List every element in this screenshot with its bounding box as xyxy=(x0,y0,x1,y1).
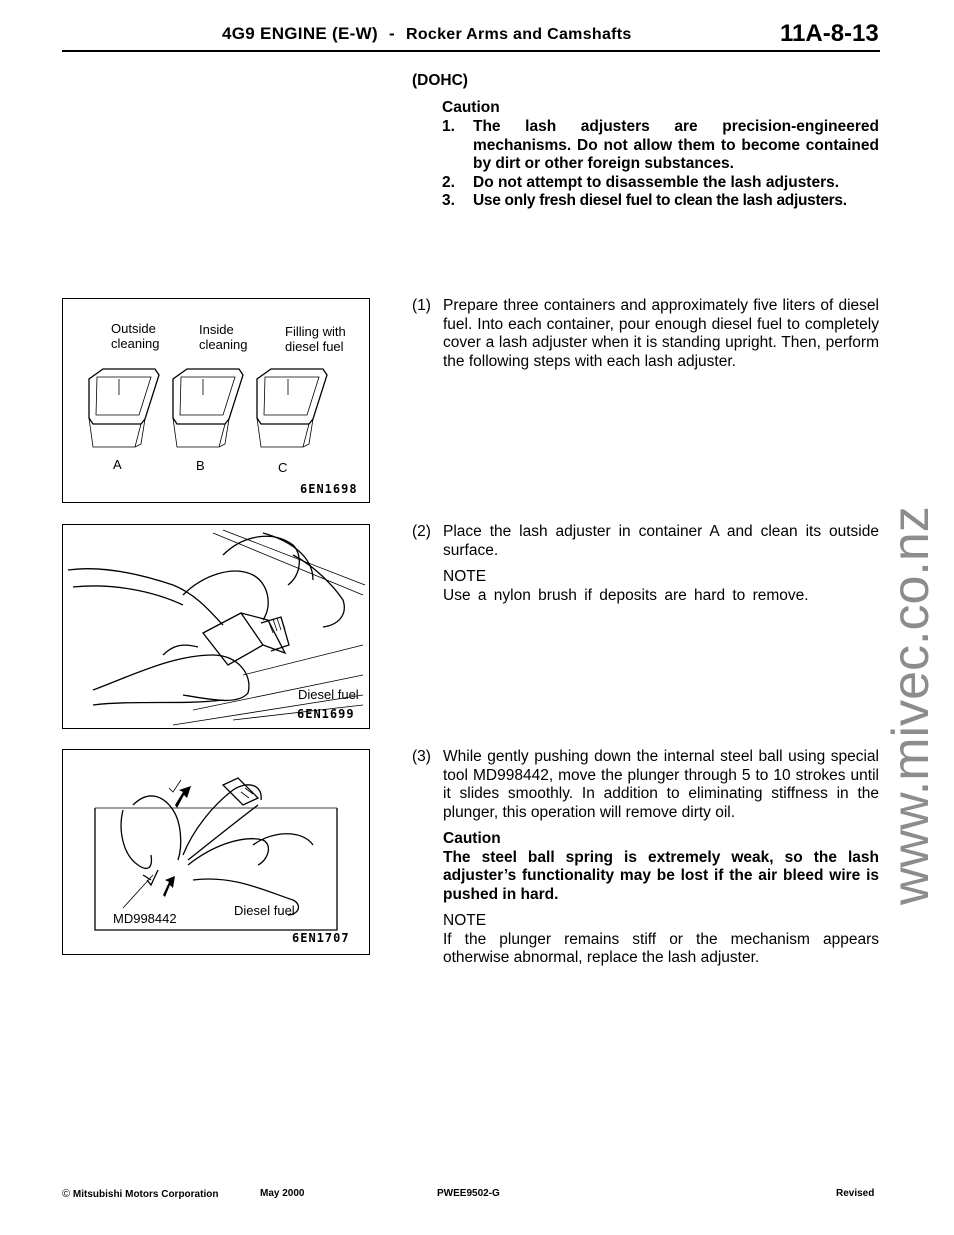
footer-copyright xyxy=(62,1188,218,1200)
container-label-a: A xyxy=(113,457,122,472)
watermark-text: www.mivec.co.nz xyxy=(882,506,940,905)
container-label-b: B xyxy=(196,458,205,473)
watermark xyxy=(880,480,946,910)
label-outside-cleaning: Outside cleaning xyxy=(111,321,160,351)
label-diesel-fuel: Diesel fuel xyxy=(234,903,295,918)
caution-list xyxy=(442,118,879,211)
caution-title: Caution xyxy=(442,99,500,116)
container-c xyxy=(257,369,327,447)
figure-code: 6EN1699 xyxy=(297,707,355,721)
note-text: Use a nylon brush if deposits are hard to remove. xyxy=(443,586,809,604)
step-2 xyxy=(412,523,879,605)
container-label-c: C xyxy=(278,460,288,475)
caution-item-number: 3. xyxy=(442,192,455,209)
label-filling-diesel: Filling with diesel fuel xyxy=(285,324,346,354)
label-diesel-fuel: Diesel fuel xyxy=(298,687,359,702)
figure-containers xyxy=(62,298,370,503)
footer-date: May 2000 xyxy=(260,1188,305,1199)
footer-company: Mitsubishi Motors Corporation xyxy=(72,1189,219,1200)
note-text: If the plunger remains stiff or the mechanism appears otherwise abnormal, replace the lash adjuster. xyxy=(443,930,879,966)
figure-code: 6EN1698 xyxy=(300,482,358,496)
footer-status: Revised xyxy=(836,1188,875,1199)
footer-doc-id: PWEE9502-G xyxy=(437,1188,500,1199)
caution-title: Caution xyxy=(443,830,501,847)
step-1 xyxy=(412,297,879,371)
container-a xyxy=(89,369,159,447)
label-inside-cleaning: Inside cleaning xyxy=(199,322,248,352)
step-text: Place the lash adjuster in container A and clean its outside surface. xyxy=(443,523,879,559)
caution-item-number: 2. xyxy=(442,173,455,191)
step-3 xyxy=(412,748,879,968)
label-tool-md998442: MD998442 xyxy=(113,911,177,926)
dohc-subheading: (DOHC) xyxy=(412,72,468,89)
step-text: Prepare three containers and approximately five liters of diesel fuel. Into each container, pour enough diesel fuel to completely cover a lash adjuster when it is standing upright. Then, perform the following steps with each lash adjuster. xyxy=(443,297,879,370)
figure-plunger-stroke xyxy=(62,749,370,955)
step-number: (2) xyxy=(412,523,431,540)
figure-code: 6EN1707 xyxy=(292,931,350,945)
caution-item-text: Use only fresh diesel fuel to clean the lash adjusters. xyxy=(473,192,847,209)
figure-brush-cleaning xyxy=(62,524,370,729)
caution-text: The steel ball spring is extremely weak, so the lash adjuster’s functionality may be lost if the air bleed wire is pushed in hard. xyxy=(443,848,879,903)
step-number: (1) xyxy=(412,297,431,314)
container-b xyxy=(173,369,243,447)
note-title: NOTE xyxy=(443,568,487,585)
header-separator: - xyxy=(388,24,395,43)
containers-illustration xyxy=(63,299,369,502)
caution-item xyxy=(442,174,879,193)
caution-item-text: Do not attempt to disassemble the lash adjusters. xyxy=(473,173,840,191)
page-number: 11A-8-13 xyxy=(780,20,879,47)
plunger-stroke-illustration xyxy=(63,750,369,954)
note-title: NOTE xyxy=(443,912,487,929)
header-divider xyxy=(62,50,880,52)
caution-item xyxy=(442,192,879,211)
header-title xyxy=(222,24,632,44)
step-number: (3) xyxy=(412,748,431,765)
note-block xyxy=(412,568,879,605)
caution-item-number: 1. xyxy=(442,118,455,135)
note-block xyxy=(412,912,879,968)
section-name: Rocker Arms and Camshafts xyxy=(405,26,632,43)
caution-item-text: The lash adjusters are precision-engineered mechanisms. Do not allow them to become contained by dirt or other foreign substances. xyxy=(473,118,879,172)
caution-item xyxy=(442,118,879,174)
caution-block xyxy=(412,830,879,904)
step-text: While gently pushing down the internal steel ball using special tool MD998442, move the plunger through 5 to 10 strokes until it slides smoothly. In addition to eliminating stiffness in the plunger, this operation will remove dirty oil. xyxy=(443,748,879,821)
copyright-symbol: © xyxy=(62,1188,71,1200)
engine-name: 4G9 ENGINE (E-W) xyxy=(222,24,378,43)
